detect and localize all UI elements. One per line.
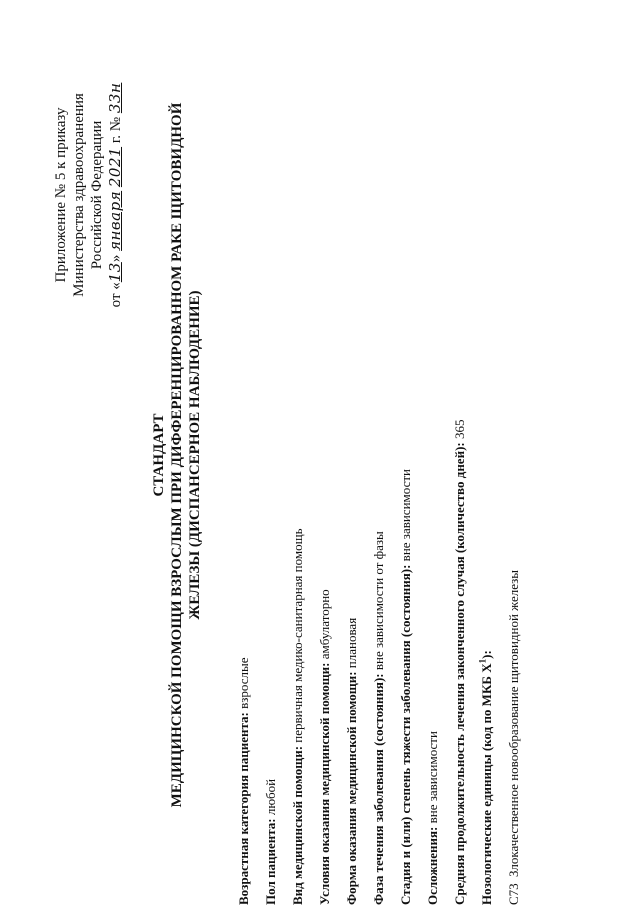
field-treatment-duration: Средняя продолжительность лечения законченного случая (количество дней): 365 (452, 419, 467, 905)
field-disease-phase: Фаза течения заболевания (состояния): вне зависимости от фазы (371, 531, 386, 905)
field-complications: Осложнения: вне зависимости (425, 731, 440, 905)
document-title (150, 65, 204, 845)
appendix-quote: » (108, 254, 124, 263)
title-line-1: СТАНДАРТ (151, 413, 167, 497)
appendix-number-suffix: н (106, 82, 124, 94)
icd-description: Злокачественное новообразование щитовидной железы (506, 569, 521, 877)
title-line-3: ЖЕЛЕЗЫ (ДИСПАНСЕРНОЕ НАБЛЮДЕНИЕ) (187, 290, 203, 620)
field-nosology: Нозологические единицы (код по МКБ $X^1$): (477, 650, 494, 905)
field-disease-stage: Стадия и (или) степень тяжести заболевания (состояния): вне зависимости (398, 469, 413, 905)
icd-code-row (500, 25, 527, 905)
appendix-line-4 (106, 30, 125, 360)
standard-fields (230, 25, 527, 905)
field-sex: Пол пациента: любой (263, 778, 278, 905)
field-care-form: Форма оказания медицинской помощи: плановая (344, 617, 359, 905)
appendix-line-1: Приложение № 5 к приказу (53, 107, 69, 283)
appendix-day: 13 (106, 262, 124, 283)
appendix-year: 2021 (106, 146, 124, 188)
appendix-header (52, 30, 125, 360)
appendix-line-3: Российской Федерации (89, 120, 105, 270)
appendix-g-no: г. № (108, 116, 124, 144)
appendix-month: января (106, 190, 124, 251)
appendix-from: от « (108, 282, 124, 308)
icd-code: C73 (506, 883, 521, 905)
field-care-type: Вид медицинской помощи: первичная медико-санитарная помощь (290, 528, 305, 905)
field-age-category: Возрастная категория пациента: взрослые (236, 657, 251, 905)
appendix-number: 33 (106, 93, 124, 114)
field-care-conditions: Условия оказания медицинской помощи: амбулаторно (317, 589, 332, 905)
appendix-line-2: Министерства здравоохранения (71, 93, 87, 297)
title-line-2: МЕДИЦИНСКОЙ ПОМОЩИ ВЗРОСЛЫМ ПРИ ДИФФЕРЕНЦИРОВАННОМ РАКЕ ЩИТОВИДНОЙ (169, 102, 185, 808)
footnote-marker: 1 (477, 658, 488, 664)
